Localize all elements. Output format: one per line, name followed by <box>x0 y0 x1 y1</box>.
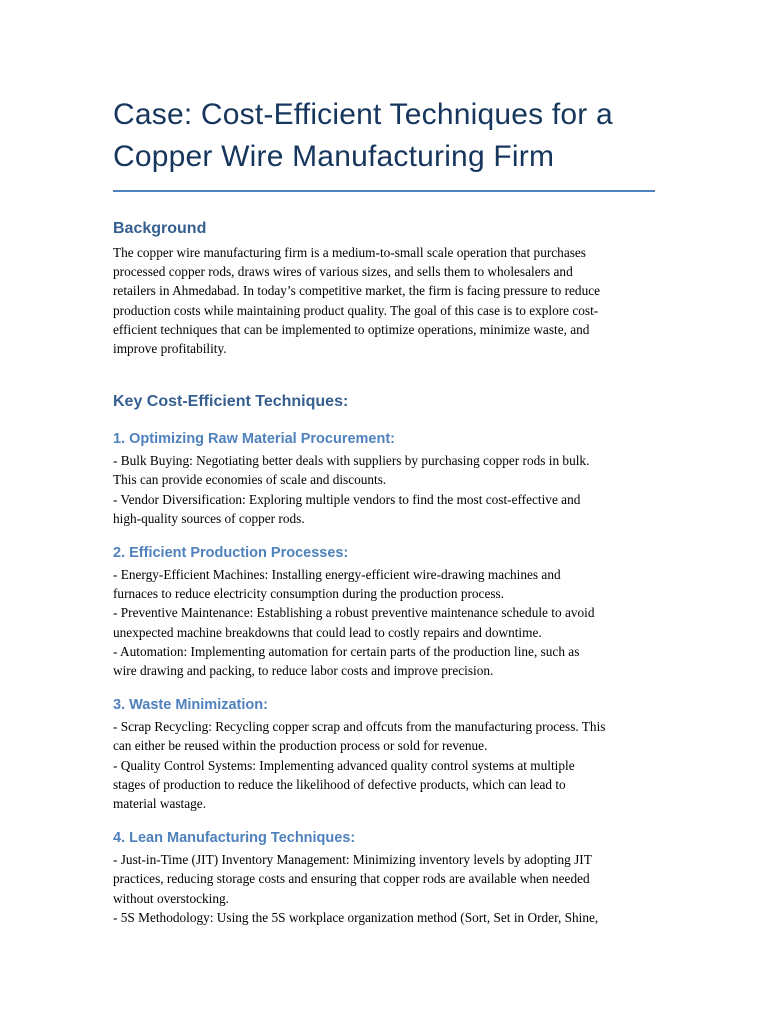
section-heading-waste: 3. Waste Minimization: <box>113 697 268 714</box>
background-heading: Background <box>113 220 207 237</box>
text-line: high-quality sources of copper rods. <box>113 510 305 526</box>
section-paragraph-lean <box>113 850 655 927</box>
text-line: retailers in Ahmedabad. In today’s competitive market, the firm is facing pressure to reduce <box>113 283 601 299</box>
text-line: - 5S Methodology: Using the 5S workplace organization method (Sort, Set in Order, Shine, <box>113 909 599 925</box>
text-line: The copper wire manufacturing firm is a medium-to-small scale operation that purchases <box>113 245 586 260</box>
section-paragraph-production <box>113 565 655 680</box>
text-line: without overstocking. <box>113 890 229 906</box>
text-line: - Energy-Efficient Machines: Installing energy-efficient wire-drawing machines and <box>113 567 561 583</box>
text-line: unexpected machine breakdowns that could lead to costly repairs and downtime. <box>113 624 542 640</box>
text-line: improve profitability. <box>113 341 227 357</box>
text-line: - Scrap Recycling: Recycling copper scrap and offcuts from the manufacturing process. This <box>113 719 606 735</box>
section-heading-procurement: 1. Optimizing Raw Material Procurement: <box>113 431 395 448</box>
text-line: can either be reused within the production process or sold for revenue. <box>113 738 488 754</box>
section-paragraph-waste <box>113 717 655 813</box>
text-line: efficient techniques that can be implemented to optimize operations, minimize waste, and <box>113 321 590 337</box>
section-heading-production: 2. Efficient Production Processes: <box>113 545 349 562</box>
text-line: - Quality Control Systems: Implementing advanced quality control systems at multiple <box>113 757 575 773</box>
text-line: practices, reducing storage costs and ensuring that copper rods are available when needed <box>113 871 590 887</box>
text-line: wire drawing and packing, to reduce labor costs and improve precision. <box>113 663 494 679</box>
text-line: - Automation: Implementing automation for certain parts of the production line, such as <box>113 643 580 659</box>
text-line: - Just-in-Time (JIT) Inventory Management: Minimizing inventory levels by adopting JIT <box>113 852 592 868</box>
document-title <box>113 94 655 192</box>
text-line: - Vendor Diversification: Exploring multiple vendors to find the most cost-effective and <box>113 491 581 507</box>
background-paragraph <box>113 243 655 358</box>
title-line: Copper Wire Manufacturing Firm <box>113 140 555 173</box>
text-line: stages of production to reduce the likelihood of defective products, which can lead to <box>113 776 566 792</box>
document-page <box>113 94 655 927</box>
text-line: material wastage. <box>113 796 207 812</box>
title-line: Case: Cost-Efficient Techniques for a <box>113 98 613 131</box>
key-techniques-heading: Key Cost-Efficient Techniques: <box>113 393 349 411</box>
text-line: furnaces to reduce electricity consumption during the production process. <box>113 586 505 602</box>
text-line: - Preventive Maintenance: Establishing a robust preventive maintenance schedule to avoid <box>113 605 595 621</box>
text-line: - Bulk Buying: Negotiating better deals with suppliers by purchasing copper rods in bulk. <box>113 453 590 469</box>
section-paragraph-procurement <box>113 451 655 528</box>
text-line: This can provide economies of scale and discounts. <box>113 472 387 488</box>
section-heading-lean: 4. Lean Manufacturing Techniques: <box>113 830 356 847</box>
text-line: production costs while maintaining product quality. The goal of this case is to explore cost- <box>113 302 599 318</box>
text-line: processed copper rods, draws wires of various sizes, and sells them to wholesalers and <box>113 264 573 280</box>
